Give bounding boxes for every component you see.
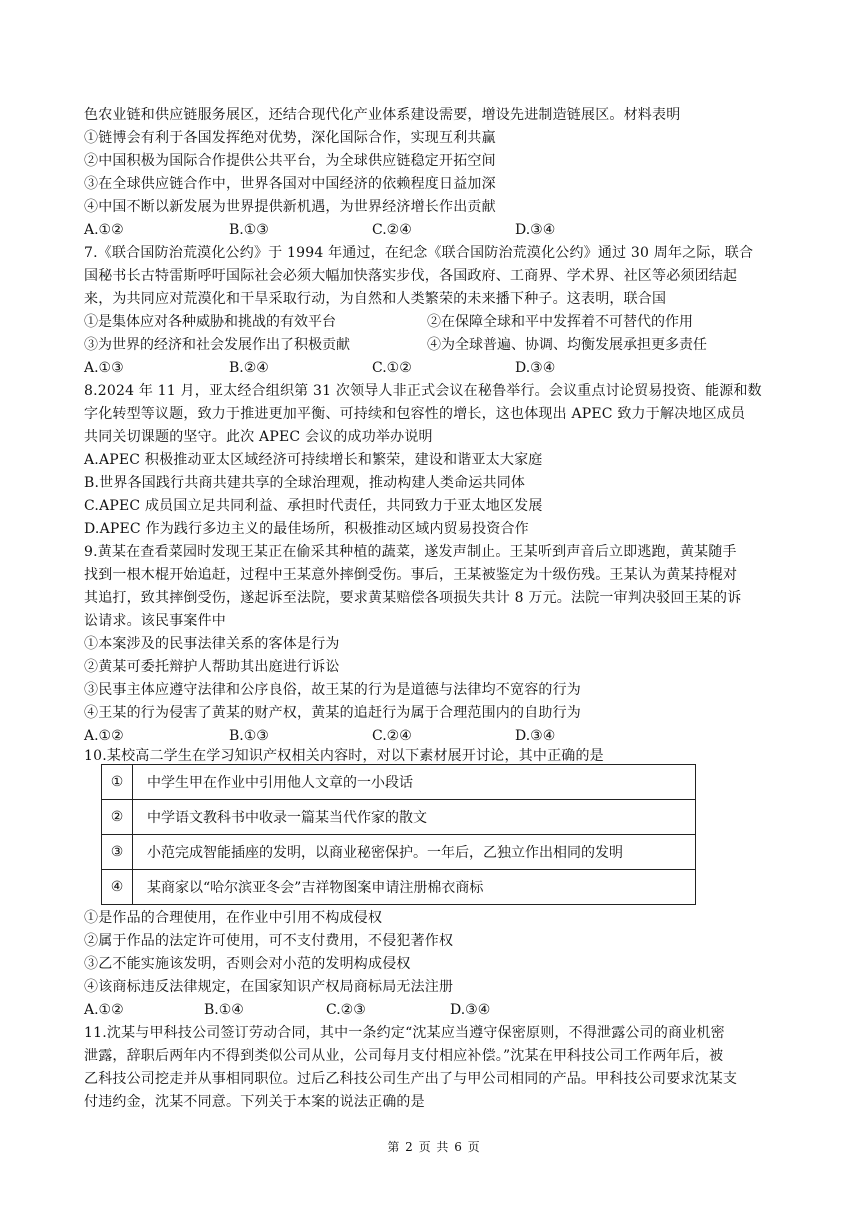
text-line: 色农业链和供应链服务展区，还结合现代化产业体系建设需要，增设先进制造链展区。材料表明 <box>84 107 681 123</box>
option-a[interactable]: A.①② <box>84 1002 124 1018</box>
statement: ①链博会有利于各国发挥绝对优势，深化国际合作，实现互利共赢 <box>84 130 496 146</box>
material-table <box>101 764 696 905</box>
row-number: ② <box>102 800 133 835</box>
row-text: 小范完成智能插座的发明，以商业秘密保护。一年后，乙独立作出相同的发明 <box>133 835 696 870</box>
statement: ②在保障全球和平中发挥着不可替代的作用 <box>427 314 693 330</box>
row-number: ④ <box>102 870 133 905</box>
row-text: 中学语文教科书中收录一篇某当代作家的散文 <box>133 800 696 835</box>
option-c[interactable]: C.①② <box>372 360 412 376</box>
option-c[interactable]: C.APEC 成员国立足共同利益、承担时代责任，共同致力于亚太地区发展 <box>84 498 543 514</box>
statement: ④该商标违反法律规定，在国家知识产权局商标局无法注册 <box>84 979 454 995</box>
statement: ②中国积极为国际合作提供公共平台，为全球供应链稳定开拓空间 <box>84 153 496 169</box>
statement: ①是集体应对各种威胁和挑战的有效平台 <box>84 314 336 330</box>
option-a[interactable]: A.①② <box>84 728 124 744</box>
statement: ③在全球供应链合作中，世界各国对中国经济的依赖程度日益加深 <box>84 176 496 192</box>
option-b[interactable]: B.②④ <box>229 360 269 376</box>
table-row <box>102 870 696 905</box>
option-b[interactable]: B.①③ <box>229 222 269 238</box>
question-7-text: 来，为共同应对荒漠化和干旱采取行动，为自然和人类繁荣的未来播下种子。这表明，联合国 <box>84 291 667 307</box>
option-d[interactable]: D.③④ <box>515 222 556 238</box>
question-9-text: 其追打，致其摔倒受伤，遂起诉至法院，要求黄某赔偿各项损失共计 8 万元。法院一审判决驳回王某的诉 <box>84 590 742 606</box>
option-d[interactable]: D.③④ <box>450 1002 491 1018</box>
option-b[interactable]: B.①③ <box>229 728 269 744</box>
question-7-text: 国秘书长古特雷斯呼吁国际社会必须大幅加快落实步伐，各国政府、工商界、学术界、社区等必须团结起 <box>84 268 738 284</box>
statement: ④中国不断以新发展为世界提供新机遇，为世界经济增长作出贡献 <box>84 199 496 215</box>
option-d[interactable]: D.③④ <box>515 360 556 376</box>
option-d[interactable]: D.APEC 作为践行多边主义的最佳场所，积极推动区域内贸易投资合作 <box>84 521 529 537</box>
question-9-text: 讼请求。该民事案件中 <box>84 613 226 629</box>
question-9-text: 找到一根木棍开始追赶，过程中王某意外摔倒受伤。事后，王某被鉴定为十级伤残。王某认为黄某持棍对 <box>84 567 738 583</box>
option-b[interactable]: B.世界各国践行共商共建共享的全球治理观，推动构建人类命运共同体 <box>84 475 526 491</box>
option-a[interactable]: A.①③ <box>84 360 124 376</box>
row-number: ① <box>102 765 133 800</box>
option-c[interactable]: C.②④ <box>372 222 412 238</box>
option-d[interactable]: D.③④ <box>515 728 556 744</box>
option-c[interactable]: C.②③ <box>326 1002 366 1018</box>
question-8-text: 8.2024 年 11 月，亚太经合组织第 31 次领导人非正式会议在秘鲁举行。会议重点讨论贸易投资、能源和数 <box>84 383 762 399</box>
table-row <box>102 800 696 835</box>
question-9-text: 9.黄某在查看菜园时发现王某正在偷采其种植的蔬菜，遂发声制止。王某听到声音后立即逃跑，黄某随手 <box>84 544 737 560</box>
row-text: 某商家以“哈尔滨亚冬会”吉祥物图案申请注册棉衣商标 <box>133 870 696 905</box>
row-number: ③ <box>102 835 133 870</box>
statement: ③为世界的经济和社会发展作出了积极贡献 <box>84 337 350 353</box>
statement: ④为全球普遍、协调、均衡发展承担更多责任 <box>427 337 707 353</box>
statement: ①是作品的合理使用，在作业中引用不构成侵权 <box>84 910 383 926</box>
table-row <box>102 765 696 800</box>
question-11-text: 付违约金，沈某不同意。下列关于本案的说法正确的是 <box>84 1094 425 1110</box>
question-11-text: 泄露，辞职后两年内不得到类似公司从业，公司每月支付相应补偿。”沈某在甲科技公司工作两年后，被 <box>84 1048 724 1064</box>
question-8-text: 共同关切课题的坚守。此次 APEC 会议的成功举办说明 <box>84 429 433 445</box>
option-b[interactable]: B.①④ <box>204 1002 244 1018</box>
question-11-text: 乙科技公司挖走并从事相同职位。过后乙科技公司生产出了与甲公司相同的产品。甲科技公司要求沈某支 <box>84 1071 738 1087</box>
page-footer: 第 2 页 共 6 页 <box>387 1140 481 1154</box>
statement: ②黄某可委托辩护人帮助其出庭进行诉讼 <box>84 659 340 675</box>
table-row <box>102 835 696 870</box>
statement: ③民事主体应遵守法律和公序良俗，故王某的行为是道德与法律均不宽容的行为 <box>84 682 581 698</box>
statement: ③乙不能实施该发明，否则会对小范的发明构成侵权 <box>84 956 411 972</box>
question-10-text: 10.某校高二学生在学习知识产权相关内容时，对以下素材展开讨论，其中正确的是 <box>84 748 604 764</box>
row-text: 中学生甲在作业中引用他人文章的一小段话 <box>133 765 696 800</box>
option-c[interactable]: C.②④ <box>372 728 412 744</box>
question-8-text: 字化转型等议题，致力于推进更加平衡、可持续和包容性的增长，这也体现出 APEC 致力于解决地区成员 <box>84 406 746 422</box>
statement: ①本案涉及的民事法律关系的客体是行为 <box>84 636 340 652</box>
option-a[interactable]: A.APEC 积极推动亚太区域经济可持续增长和繁荣，建设和谐亚太大家庭 <box>84 452 543 468</box>
question-11-text: 11.沈某与甲科技公司签订劳动合同，其中一条约定“沈某应当遵守保密原则，不得泄露公司的商业机密 <box>84 1025 725 1041</box>
statement: ②属于作品的法定许可使用，可不支付费用，不侵犯著作权 <box>84 933 454 949</box>
question-7-text: 7.《联合国防治荒漠化公约》于 1994 年通过，在纪念《联合国防治荒漠化公约》通过 30 周年之际，联合 <box>84 245 754 261</box>
statement: ④王某的行为侵害了黄某的财产权，黄某的追赶行为属于合理范围内的自助行为 <box>84 705 581 721</box>
option-a[interactable]: A.①② <box>84 222 124 238</box>
